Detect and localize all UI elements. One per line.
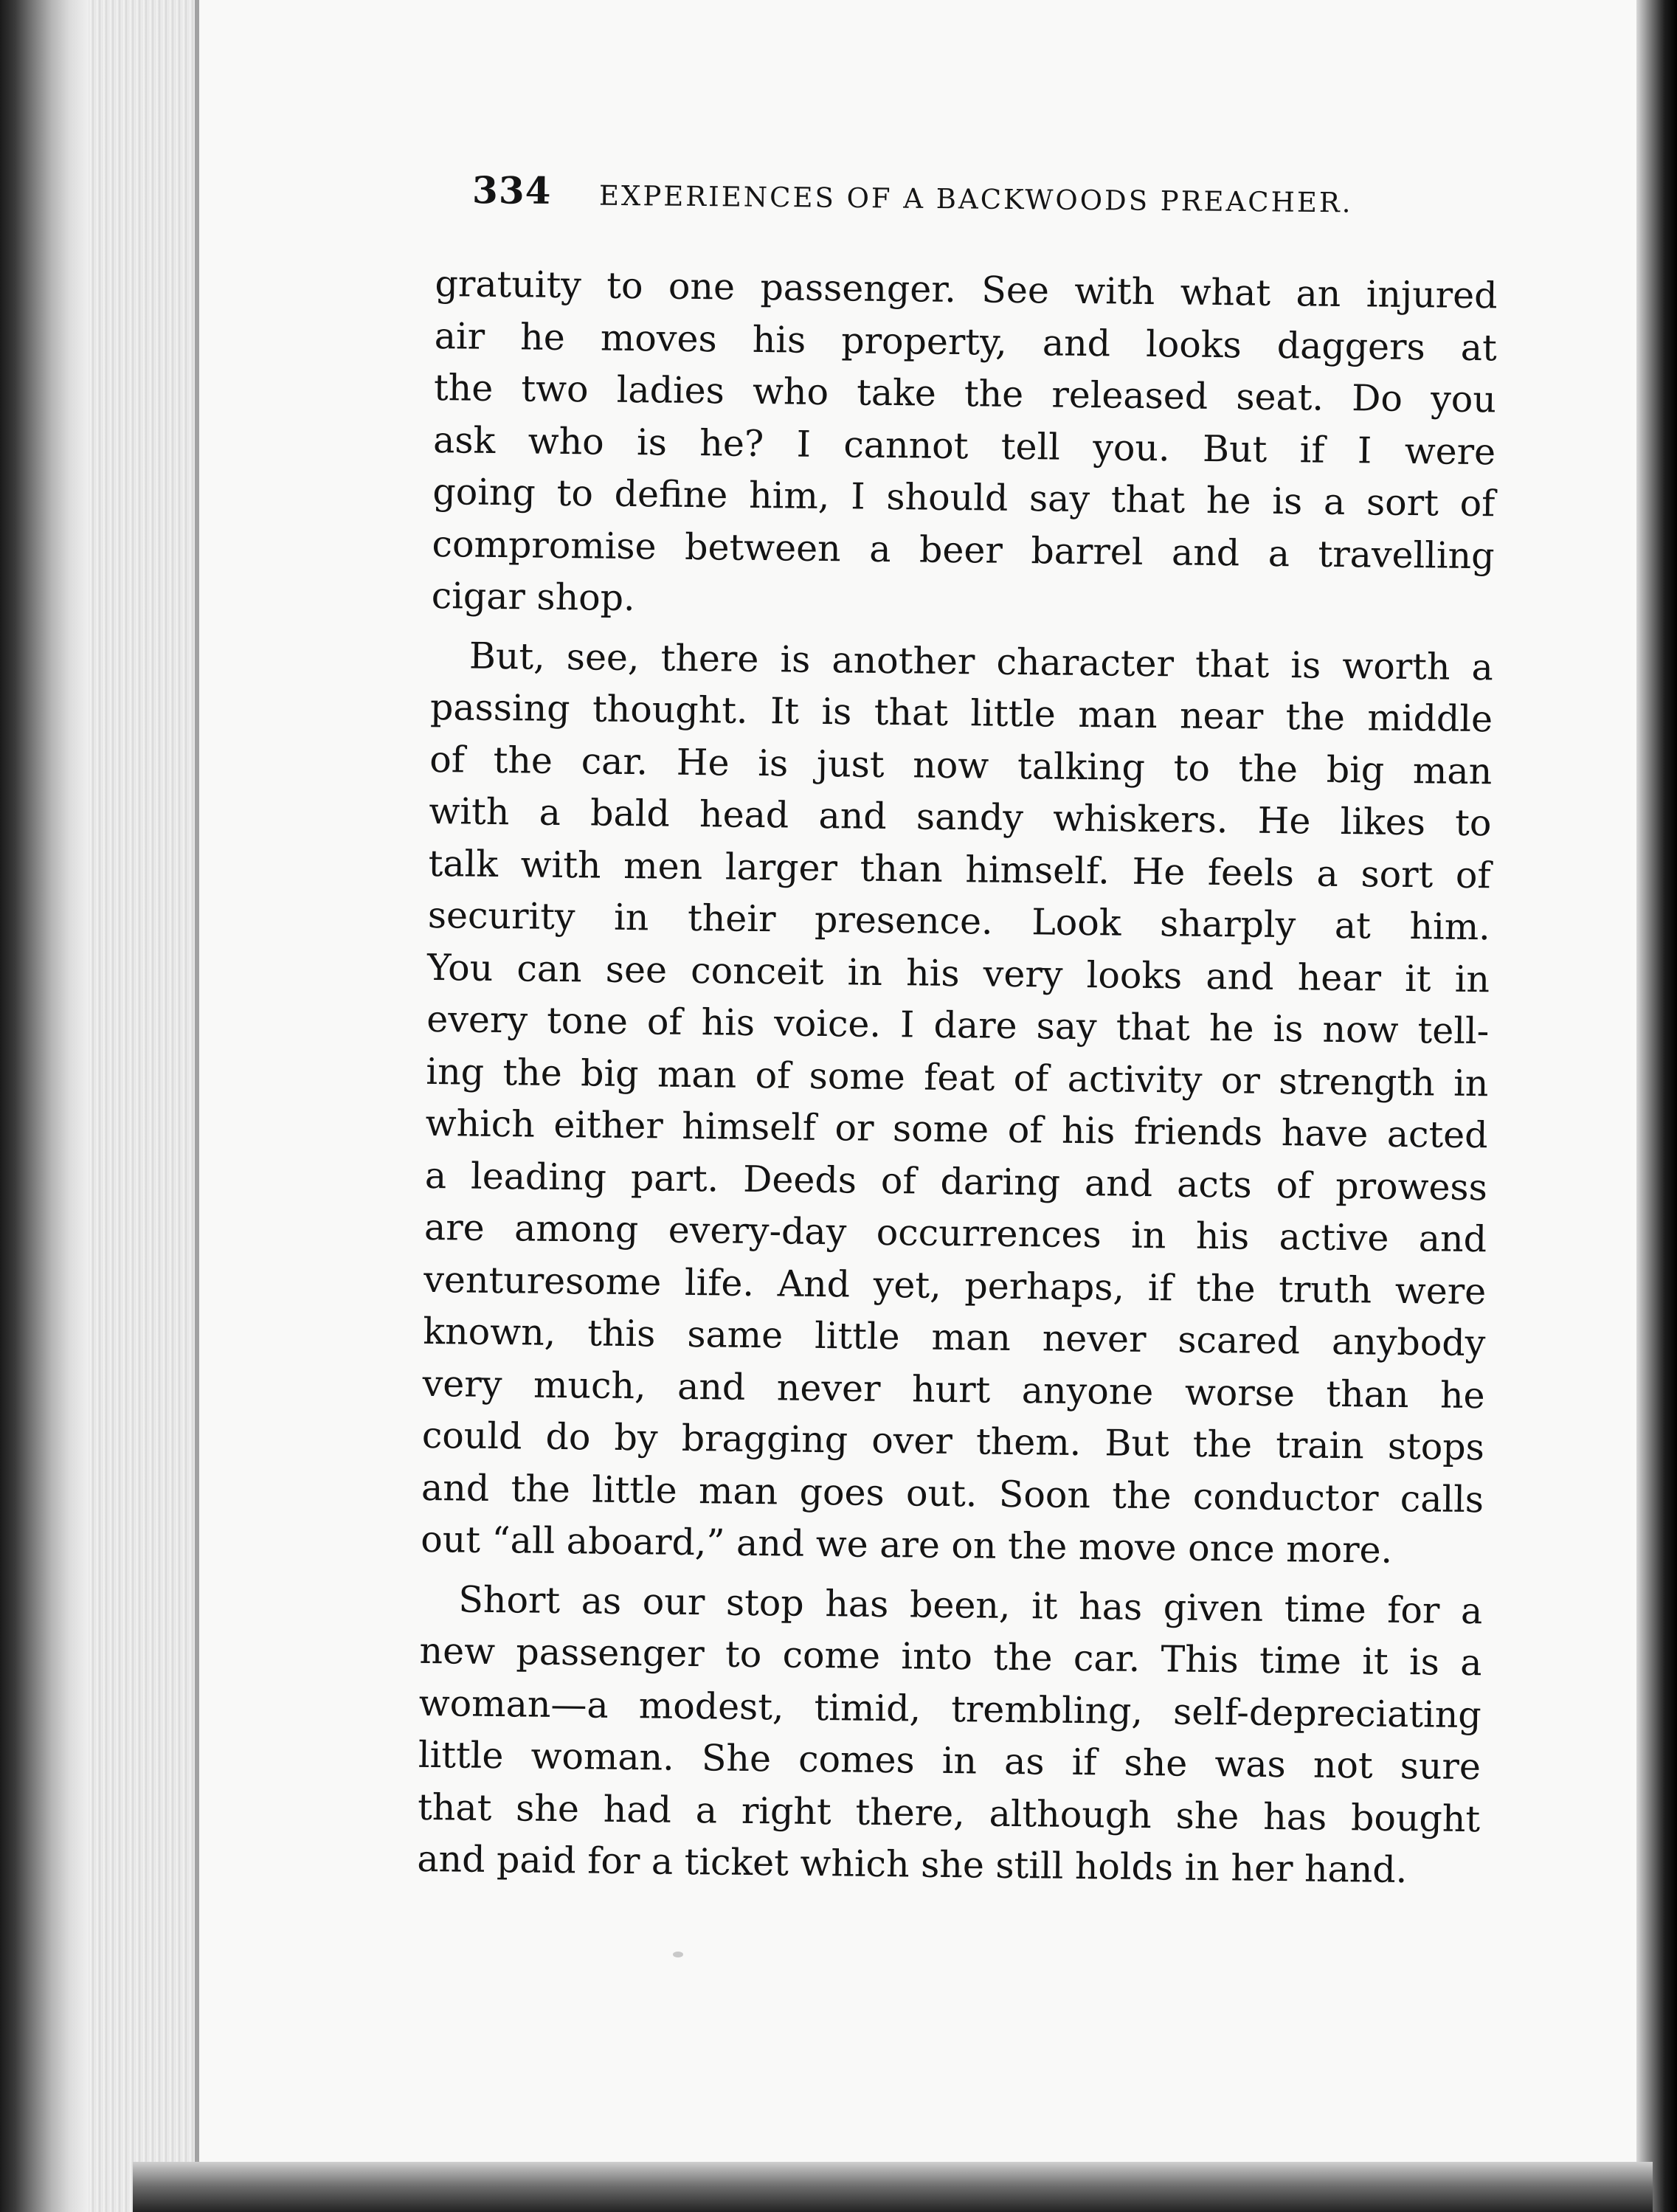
text-line: little woman. She comes in as if she was not sure xyxy=(418,1733,1481,1788)
page-number: 334 xyxy=(471,168,552,213)
page-header xyxy=(472,168,1565,238)
paragraph xyxy=(421,629,1493,1577)
text-line: new passenger to come into the car. This time it is a xyxy=(419,1629,1482,1684)
book-spine xyxy=(0,0,89,2212)
text-line: that she had a right there, although she has bought xyxy=(417,1786,1481,1840)
paragraph xyxy=(417,1573,1483,1897)
text-line: and the little man goes out. Soon the conductor calls xyxy=(421,1466,1484,1521)
page-edges xyxy=(89,0,199,2212)
text-line: out “all aboard,” and we are on the move once more. xyxy=(420,1518,1393,1572)
text-line: But, see, there is another character that is worth a xyxy=(468,635,1494,688)
text-line: woman—a modest, timid, trembling, self-depreciating xyxy=(418,1682,1482,1736)
text-line: and paid for a ticket which she still holds in her hand. xyxy=(417,1837,1408,1892)
text-line: of the car. He is just now talking to the big man xyxy=(429,738,1493,792)
text-line: ask who is he? I cannot tell you. But if I were xyxy=(432,418,1496,473)
text-line: are among every-day occurrences in his active and xyxy=(423,1206,1487,1261)
text-line: venturesome life. And yet, perhaps, if the truth were xyxy=(423,1258,1487,1313)
scan-right-edge xyxy=(1636,0,1677,2212)
text-line: going to define him, I should say that he is a sort of xyxy=(432,470,1496,525)
text-line: security in their presence. Look sharply at him. xyxy=(427,894,1491,949)
text-line: You can see conceit in his very looks and hear it in xyxy=(426,946,1490,1000)
text-line: air he moves his property, and looks daggers at xyxy=(434,314,1498,369)
text-line: every tone of his voice. I dare say that he is now tell- xyxy=(426,998,1490,1053)
text-line: very much, and never hurt anyone worse than he xyxy=(422,1362,1485,1417)
text-line: with a bald head and sandy whiskers. He likes to xyxy=(429,789,1492,845)
text-line: gratuity to one passenger. See with what an injured xyxy=(435,262,1498,317)
paragraph xyxy=(431,258,1498,635)
text-line: passing thought. It is that little man near the middle xyxy=(429,685,1493,741)
text-line: compromise between a beer barrel and a travelling xyxy=(432,522,1495,577)
text-line: ing the big man of some feat of activity or strength in xyxy=(426,1050,1489,1105)
scan-bottom-edge xyxy=(133,2162,1653,2212)
text-line: Short as our stop has been, it has given time for a xyxy=(458,1577,1483,1632)
text-line: known, this same little man never scared anybody xyxy=(423,1310,1486,1365)
body-text xyxy=(417,258,1498,1898)
text-line: which either himself or some of his friends have acted xyxy=(425,1102,1488,1157)
ink-smudge xyxy=(673,1952,683,1957)
text-line: a leading part. Deeds of daring and acts of prowess xyxy=(424,1154,1488,1209)
running-head: EXPERIENCES OF A BACKWOODS PREACHER. xyxy=(598,179,1353,219)
text-line: talk with men larger than himself. He feels a sort of xyxy=(428,842,1491,896)
text-line: cigar shop. xyxy=(431,574,635,620)
text-line: the two ladies who take the released seat. Do you xyxy=(433,366,1497,421)
text-line: could do by bragging over them. But the train stops xyxy=(421,1414,1485,1469)
